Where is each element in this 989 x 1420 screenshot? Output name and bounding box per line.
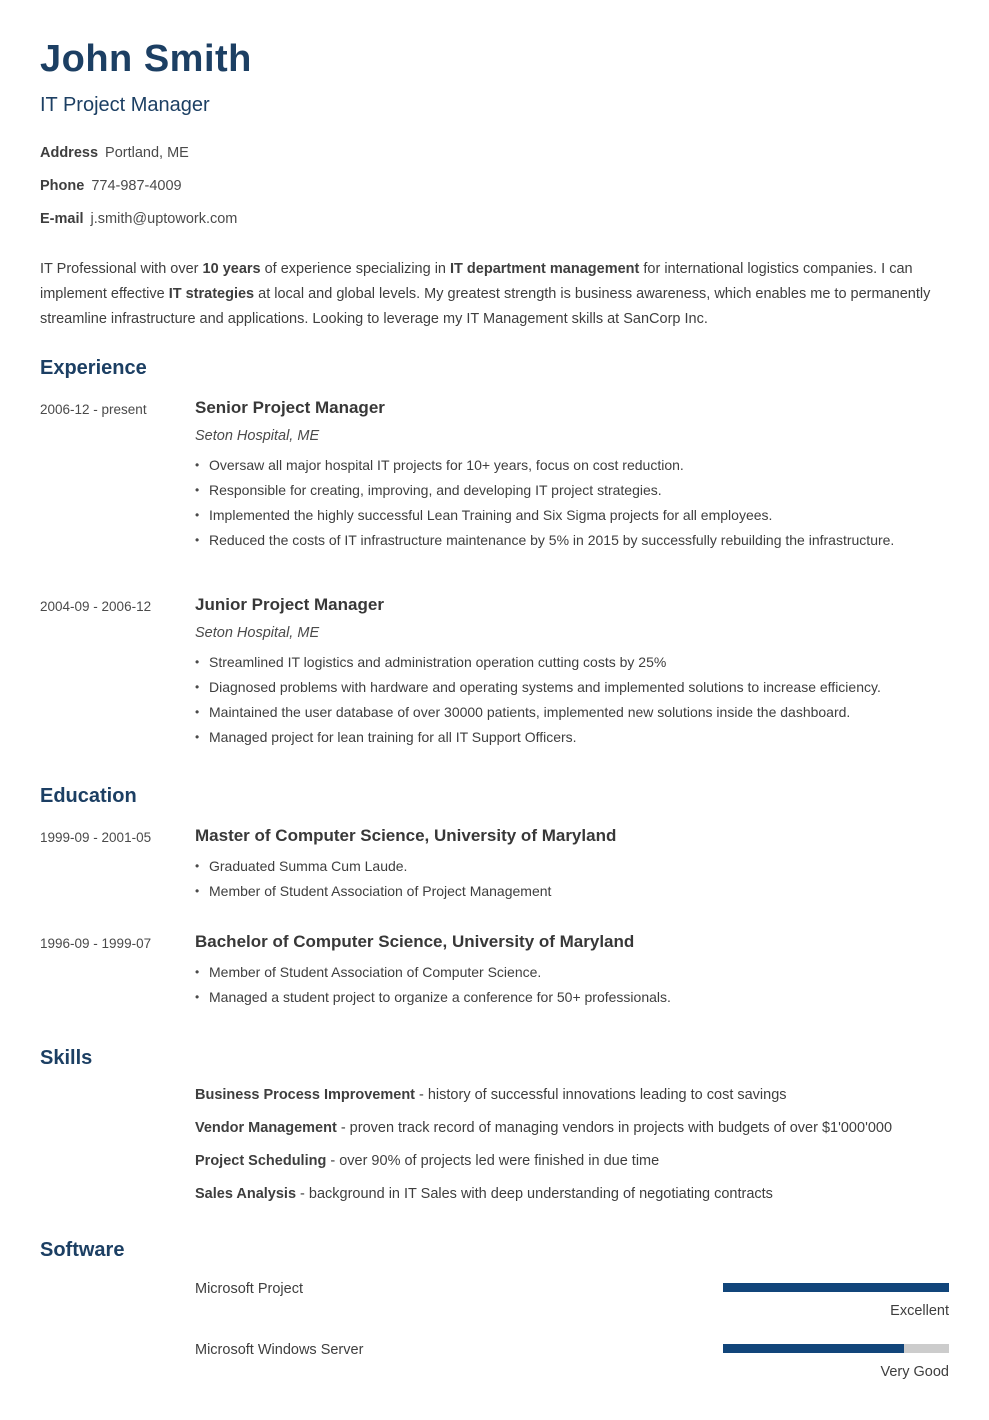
bullet-item: • Streamlined IT logistics and administration operation cutting costs by 25%: [195, 650, 949, 675]
candidate-job-title: IT Project Manager: [40, 94, 210, 116]
skill-description: - proven track record of managing vendors in projects with budgets of over $1'000'000: [340, 1120, 893, 1136]
software-heading: Software: [40, 1239, 125, 1261]
resume-header: [40, 38, 949, 227]
skill-description: - background in IT Sales with deep understanding of negotiating contracts: [300, 1186, 773, 1202]
experience-heading: Experience: [40, 357, 147, 379]
summary-text: of experience specializing in: [260, 261, 451, 277]
software-name: Microsoft Windows Server: [195, 1342, 364, 1358]
bullet-item: • Reduced the costs of IT infrastructure maintenance by 5% in 2015 by successfully rebuilding the infrastructure.: [195, 528, 949, 553]
bullet-item: • Member of Student Association of Computer Science.: [195, 960, 949, 985]
bullet-item: • Member of Student Association of Project Management: [195, 879, 949, 904]
software-level: [723, 1280, 949, 1319]
software-section: [40, 1238, 949, 1380]
skill-level-bar-fill: [723, 1283, 949, 1292]
entry-bullet-list: [195, 854, 949, 904]
experience-entry: [40, 398, 949, 553]
summary-bold-it-strategies: IT strategies: [168, 286, 255, 302]
skill-name: Sales Analysis: [195, 1186, 297, 1202]
entry-body: [195, 595, 949, 750]
bullet-item: • Diagnosed problems with hardware and operating systems and implemented solutions to increase efficiency.: [195, 675, 949, 700]
bullet-item: • Responsible for creating, improving, and developing IT project strategies.: [195, 478, 949, 503]
contact-row-address: [40, 146, 949, 161]
contact-info: [40, 146, 949, 227]
bullet-item: • Oversaw all major hospital IT projects for 10+ years, focus on cost reduction.: [195, 453, 949, 478]
software-name: Microsoft Project: [195, 1281, 303, 1297]
entry-company: Seton Hospital, ME: [195, 428, 320, 444]
education-entry: [40, 932, 949, 1010]
skill-name: Business Process Improvement: [195, 1087, 416, 1103]
skill-item: [195, 1154, 949, 1169]
skills-list: [40, 1088, 949, 1202]
summary-paragraph: [40, 257, 945, 332]
skill-level-label: Very Good: [880, 1364, 949, 1380]
bullet-item: • Maintained the user database of over 30000 patients, implemented new solutions inside the dashboard.: [195, 700, 949, 725]
entry-title: Junior Project Manager: [195, 595, 384, 614]
skill-item: [195, 1121, 949, 1136]
skill-description: - history of successful innovations leading to cost savings: [419, 1087, 787, 1103]
skill-level-bar-track: [723, 1283, 949, 1292]
contact-row-email: [40, 212, 949, 227]
experience-entry: [40, 595, 949, 750]
address-label: Address: [40, 145, 99, 161]
skill-level-bar-fill: [723, 1344, 904, 1353]
summary-text: at local and global levels. My greatest strength is business awareness, which enables me to permanently streamline infrastructure and applications. Looking to leverage my IT Management skills at SanCorp Inc.: [40, 286, 931, 327]
candidate-name: John Smith: [40, 38, 252, 80]
summary-text: IT Professional with over: [40, 261, 203, 277]
entry-body: [195, 932, 949, 1010]
bullet-item: • Graduated Summa Cum Laude.: [195, 854, 949, 879]
software-item: [195, 1341, 949, 1380]
skill-name: Vendor Management: [195, 1120, 337, 1136]
software-list: [40, 1280, 949, 1380]
entry-title: Senior Project Manager: [195, 398, 385, 417]
entry-title: Bachelor of Computer Science, University of Maryland: [195, 932, 635, 951]
skill-name: Project Scheduling: [195, 1153, 327, 1169]
skills-heading: Skills: [40, 1047, 93, 1069]
email-value: j.smith@uptowork.com: [90, 211, 238, 227]
bullet-item: • Managed project for lean training for all IT Support Officers.: [195, 725, 949, 750]
phone-value: 774-987-4009: [91, 178, 182, 194]
skill-level-bar-track: [723, 1344, 949, 1353]
software-item: [195, 1280, 949, 1319]
entry-dates: 2004-09 - 2006-12: [40, 599, 152, 614]
skill-item: [195, 1088, 949, 1103]
summary-bold-it-dept: IT department management: [450, 261, 640, 277]
bullet-item: • Managed a student project to organize a conference for 50+ professionals.: [195, 985, 949, 1010]
entry-bullet-list: [195, 453, 949, 553]
software-level: [723, 1341, 949, 1380]
experience-section: [40, 356, 949, 750]
bullet-item: • Implemented the highly successful Lean Training and Six Sigma projects for all employees.: [195, 503, 949, 528]
skill-level-label: Excellent: [890, 1303, 949, 1319]
entry-dates: 1996-09 - 1999-07: [40, 936, 152, 951]
summary-text: for international logistics companies. I can implement effective: [40, 261, 913, 302]
entry-bullet-list: [195, 650, 949, 750]
skill-item: [195, 1187, 949, 1202]
address-value: Portland, ME: [105, 145, 189, 161]
entry-dates: 1999-09 - 2001-05: [40, 830, 152, 845]
summary-bold-years: 10 years: [202, 261, 261, 277]
skills-section: [40, 1046, 949, 1202]
entry-title: Master of Computer Science, University of Maryland: [195, 826, 617, 845]
education-heading: Education: [40, 785, 137, 807]
entry-body: [195, 398, 949, 553]
email-label: E-mail: [40, 211, 84, 227]
entry-dates: 2006-12 - present: [40, 402, 147, 417]
phone-label: Phone: [40, 178, 85, 194]
education-entry: [40, 826, 949, 904]
skill-description: - over 90% of projects led were finished in due time: [330, 1153, 660, 1169]
contact-row-phone: [40, 179, 949, 194]
education-section: [40, 784, 949, 1010]
entry-body: [195, 826, 949, 904]
entry-bullet-list: [195, 960, 949, 1010]
entry-company: Seton Hospital, ME: [195, 625, 320, 641]
